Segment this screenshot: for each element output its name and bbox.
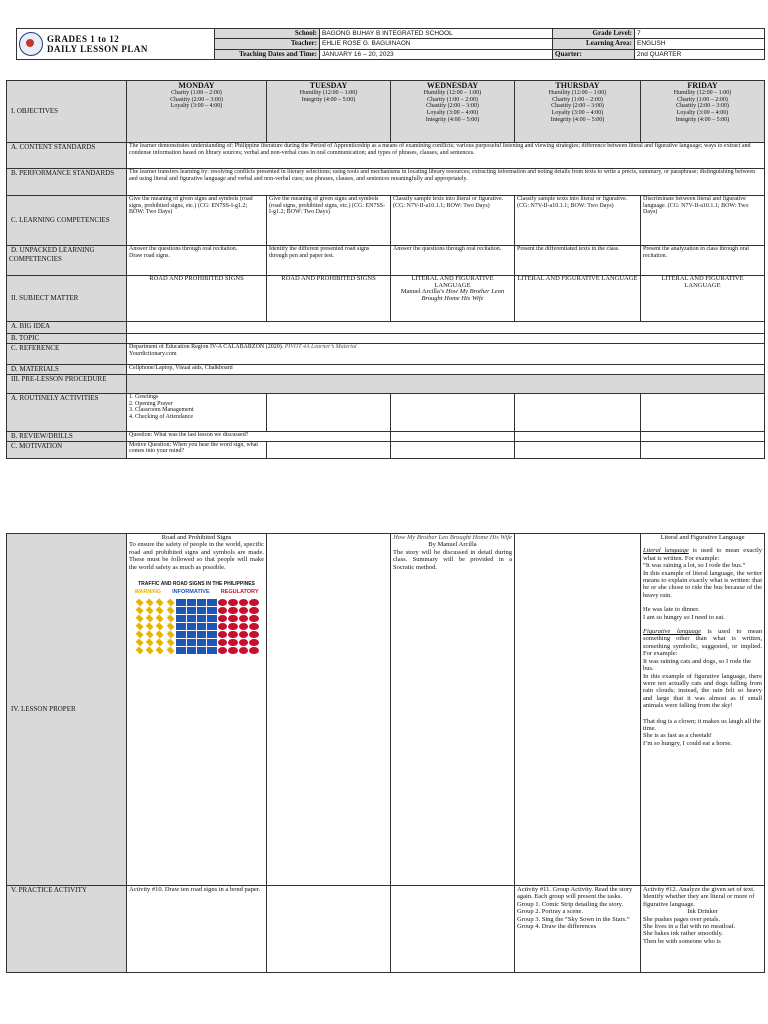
- road-sign-icon: [156, 622, 164, 630]
- road-sign-icon: [135, 614, 143, 622]
- motivation-tuesday: [267, 441, 391, 458]
- subject-matter-label: II. SUBJECT MATTER: [11, 294, 79, 303]
- literal-term: Literal language: [643, 547, 689, 555]
- road-sign-icon: [146, 646, 154, 654]
- routinely-label: A. ROUTINELY ACTIVITIES: [11, 394, 99, 402]
- topic-label: B. TOPIC: [11, 334, 40, 342]
- road-sign-icon: [135, 630, 143, 638]
- day-head-thursday: [515, 81, 641, 143]
- day-head-wednesday: [391, 81, 515, 143]
- road-sign-icon: [166, 598, 174, 606]
- subject-monday: ROAD AND PROHIBITED SIGNS: [127, 276, 267, 322]
- figurative-example: It was raining cats and dogs, so I rode the bus.: [643, 657, 751, 673]
- performance-standards-heading: [7, 169, 127, 196]
- friday-lesson-title: Literal and Figurative Language: [660, 534, 745, 541]
- logo-cell: [17, 29, 215, 60]
- road-sign-icon: [166, 622, 174, 630]
- reference-cell: [127, 344, 765, 365]
- review-heading: [7, 432, 127, 442]
- road-sign-icon: [197, 639, 206, 646]
- subject-thursday: LITERAL AND FIGURATIVE LANGUAGE: [515, 276, 641, 322]
- big-idea-label: A. BIG IDEA: [11, 322, 51, 330]
- road-sign-icon: [156, 606, 164, 614]
- road-sign-icon: [166, 638, 174, 646]
- road-sign-icon: [218, 647, 227, 654]
- pre-lesson-heading: [7, 375, 127, 394]
- practice-activity-label: V. PRACTICE ACTIVITY: [11, 886, 87, 894]
- topic-heading: [7, 334, 127, 344]
- review-text: Question: What was the last lesson we discussed?: [127, 432, 391, 442]
- content-standards-text: The learner demonstrates understanding of: Philippine literature during the Period of Apprenticeship as a means of examining conflicts; various purposeful listening and viewing strategies; difference between literal and figurative language; ways to extract and condense information based on library sources; verbal and non-verbal cues in oral communication; and types of phrases, clauses, and sentences.: [127, 143, 765, 169]
- unpacked-thursday: Present the differentiated texts in the class.: [515, 246, 641, 276]
- area-label: Learning Area:: [553, 39, 635, 49]
- road-sign-icon: [146, 622, 154, 630]
- figurative-example-2: That dog is a clown; it makes us laugh all the time. She is as fast as a cheetah! I’m so hungry, I could eat a horse.: [643, 717, 761, 747]
- day-sections: Charity (1:00 – 2:00) Chastity (2:00 – 3:00) Loyalty (3:00 – 4:00): [170, 90, 223, 110]
- road-sign-icon: [239, 639, 248, 646]
- road-sign-icon: [146, 630, 154, 638]
- road-sign-icon: [218, 639, 227, 646]
- road-sign-icon: [228, 599, 237, 606]
- pre-lesson-label: III. PRE-LESSON PROCEDURE: [11, 375, 107, 383]
- road-sign-icon: [228, 647, 237, 654]
- routinely-thursday: [515, 394, 641, 432]
- road-sign-icon: [197, 615, 206, 622]
- day-name: MONDAY: [178, 81, 215, 90]
- road-sign-icon: [187, 631, 196, 638]
- road-sign-icon: [249, 623, 258, 630]
- road-sign-icon: [135, 606, 143, 614]
- road-sign-icon: [249, 647, 258, 654]
- school-label: School:: [215, 29, 320, 39]
- objectives-heading: [7, 81, 127, 143]
- unpacked-heading: [7, 246, 127, 276]
- competency-wednesday: Classify sample texts into literal or figurative. (CG: N7V-II-a10.1.1; BOW: Two Days): [391, 196, 515, 246]
- road-sign-icon: [176, 599, 185, 606]
- routinely-heading: [7, 394, 127, 432]
- road-sign-icon: [207, 599, 216, 606]
- road-sign-icon: [239, 615, 248, 622]
- figurative-term: Figurative language: [643, 628, 702, 636]
- lesson-friday: [641, 534, 765, 886]
- program-line2: DAILY LESSON PLAN: [47, 43, 148, 54]
- road-sign-icon: [207, 623, 216, 630]
- wednesday-story-text: The story will be discussed in detail during class. Summary will be provided in a Socratic method.: [393, 548, 512, 571]
- road-sign-icon: [135, 598, 143, 606]
- pre-lesson-band: [127, 375, 765, 394]
- road-signs-chart-title: TRAFFIC AND ROAD SIGNS IN THE PHILIPPINES: [138, 581, 255, 588]
- big-idea-cell: [127, 322, 765, 334]
- quarter-value: 2nd QUARTER: [635, 49, 765, 59]
- performance-standards-label: B. PERFORMANCE STANDARDS: [11, 169, 115, 177]
- road-sign-icon: [146, 606, 154, 614]
- lesson-wednesday: [391, 534, 515, 886]
- day-name: WEDNESDAY: [426, 81, 479, 90]
- road-sign-icon: [239, 647, 248, 654]
- friday-practice-poem: She pushes pages over petals. She lives in a flat with no meatloaf. She bakes ink rather smoothly. Then be with someone who is: [643, 915, 736, 945]
- road-sign-icon: [135, 622, 143, 630]
- motivation-friday: [641, 441, 765, 458]
- road-sign-icon: [187, 623, 196, 630]
- program-line1: GRADES 1 to 12: [47, 33, 120, 44]
- practice-tuesday: [267, 886, 391, 973]
- objectives-label: I. OBJECTIVES: [11, 107, 59, 116]
- road-sign-icon: [187, 599, 196, 606]
- content-standards-label: A. CONTENT STANDARDS: [11, 143, 96, 151]
- road-sign-icon: [197, 631, 206, 638]
- deped-seal-icon: [19, 32, 43, 56]
- road-sign-icon: [228, 607, 237, 614]
- road-sign-icon: [228, 615, 237, 622]
- unpacked-wednesday: Answer the questions through oral recitation.: [391, 246, 515, 276]
- day-sections: Humility (12:00 – 1:00) Charity (1:00 – 2:00) Chastity (2:00 – 3:00) Loyalty (3:00 – 4:00) Integrity (4:00 – 5:00): [548, 90, 607, 123]
- review-label: B. REVIEW/DRILLS: [11, 432, 73, 440]
- road-sign-icon: [249, 615, 258, 622]
- lesson-monday: [127, 534, 267, 886]
- lesson-proper-label: IV. LESSON PROPER: [11, 705, 76, 714]
- literal-explanation: In this example of literal language, the writer means to explain exactly what is written: that he or she chose to ride the bus because of the heavy rain.: [643, 569, 762, 599]
- road-signs-chart: [135, 581, 259, 654]
- competency-tuesday: Give the meaning of given signs and symbols (road signs, prohibited signs, etc.) (CG: EN7SS-I-g1.2; BOW: Two Days): [267, 196, 391, 246]
- figurative-explanation: In this example of figurative language, there were not actually cats and dogs falling from rain clouds; instead, the rain felt so heavy and large that it was almost as if small animals were falling from the sky!: [643, 672, 762, 710]
- dates-label: Teaching Dates and Time:: [215, 49, 320, 59]
- day-sections: Humility (12:00 – 1:00) Charity (1:00 – 2:00) Chastity (2:00 – 3:00) Loyalty (3:00 – 4:00) Integrity (4:00 – 5:00): [673, 90, 732, 123]
- learning-competencies-label: C. LEARNING COMPETENCIES: [11, 216, 110, 225]
- friday-figurative-para: [643, 628, 762, 658]
- practice-monday: Activity #10. Draw ten road signs in a bond paper.: [127, 886, 267, 973]
- road-sign-icon: [156, 646, 164, 654]
- friday-literal-para: [643, 547, 762, 562]
- road-sign-icon: [166, 606, 174, 614]
- road-sign-icon: [249, 639, 258, 646]
- dates-value: JANUARY 16 – 20, 2023: [320, 49, 553, 59]
- motivation-thursday: [515, 441, 641, 458]
- road-signs-grid: [135, 599, 259, 654]
- road-sign-icon: [228, 631, 237, 638]
- road-sign-icon: [166, 630, 174, 638]
- big-idea-heading: [7, 322, 127, 334]
- reference-heading: [7, 344, 127, 365]
- subject-wednesday-story: How My Brother Leon Brought Home His Wife: [421, 288, 505, 303]
- lesson-tuesday: [267, 534, 391, 886]
- materials-heading: [7, 365, 127, 375]
- wednesday-story-title: How My Brother Leo Brought Home His Wife: [393, 534, 512, 541]
- figurative-definition: is used to mean something other than what is written, something symbolic, suggested, or implied. For example:: [643, 628, 762, 658]
- road-sign-icon: [166, 614, 174, 622]
- motivation-label: C. MOTIVATION: [11, 441, 63, 450]
- unpacked-friday: Present the analyzation in class through oral recitation.: [641, 246, 765, 276]
- learning-competencies-heading: [7, 196, 127, 246]
- road-sign-icon: [187, 639, 196, 646]
- road-sign-icon: [197, 647, 206, 654]
- road-sign-icon: [207, 615, 216, 622]
- materials-text: Cellphone/Laptop, Visual aids, Chalkboard: [127, 365, 765, 375]
- road-sign-icon: [207, 631, 216, 638]
- road-sign-icon: [156, 598, 164, 606]
- friday-practice-title: Ink Drinker: [687, 908, 718, 916]
- review-friday: [641, 432, 765, 442]
- road-sign-icon: [197, 607, 206, 614]
- subject-friday: LITERAL AND FIGURATIVE LANGUAGE: [641, 276, 765, 322]
- monday-lesson-title: Road and Prohibited Signs: [161, 534, 232, 541]
- road-sign-icon: [146, 638, 154, 646]
- reference-italic: PIVOT 4A Learner’s Material: [284, 344, 357, 350]
- signs-regulatory-label: REGULATORY: [220, 589, 259, 596]
- road-sign-icon: [218, 623, 227, 630]
- signs-informative-label: INFORMATIVE: [172, 589, 210, 596]
- header-table: [16, 28, 765, 60]
- lesson-proper-table: [6, 533, 765, 973]
- road-sign-icon: [146, 614, 154, 622]
- routinely-tuesday: [267, 394, 391, 432]
- road-sign-icon: [239, 623, 248, 630]
- unpacked-label: D. UNPACKED LEARNING COMPETENCIES: [9, 246, 95, 263]
- road-sign-icon: [166, 646, 174, 654]
- monday-lesson-text: To ensure the safety of people in the world, specific road and prohibited signs and symbols are made. These must be followed so that people will make the world safety as much as possible.: [129, 541, 264, 571]
- road-sign-icon: [156, 614, 164, 622]
- road-sign-icon: [239, 607, 248, 614]
- road-sign-icon: [218, 599, 227, 606]
- subject-wednesday: [391, 276, 515, 322]
- subject-tuesday: ROAD AND PROHIBITED SIGNS: [267, 276, 391, 322]
- topic-cell: [127, 334, 765, 344]
- quarter-label: Quarter:: [553, 49, 635, 59]
- lesson-proper-heading: [7, 534, 127, 886]
- road-sign-icon: [176, 639, 185, 646]
- unpacked-monday: Answer the questions through oral recitation. Draw road signs.: [127, 246, 267, 276]
- school-value: BAGONG BUHAY B INTEGRATED SCHOOL: [320, 29, 553, 39]
- road-sign-icon: [239, 631, 248, 638]
- friday-practice-text: Activity #12. Analyze the given set of text. Identify whether they are literal or more of figurative language.: [643, 886, 755, 908]
- day-head-monday: [127, 81, 267, 143]
- road-sign-icon: [176, 647, 185, 654]
- motivation-heading: [7, 441, 127, 458]
- road-sign-icon: [176, 623, 185, 630]
- road-sign-icon: [176, 615, 185, 622]
- routinely-monday: 1. Greetings 2. Opening Prayer 3. Classroom Management 4. Checking of Attendance: [127, 394, 267, 432]
- literal-definition: is used to mean exactly what is written. For example:: [643, 547, 762, 562]
- road-sign-icon: [218, 615, 227, 622]
- road-sign-icon: [249, 607, 258, 614]
- road-sign-icon: [187, 615, 196, 622]
- road-sign-icon: [187, 607, 196, 614]
- subject-wednesday-author: Manuel Arcilla’s: [400, 288, 445, 296]
- reference-main: Department of Education Region IV-A CALABARZON (2020).: [129, 344, 284, 350]
- reference-label: C. REFERENCE: [11, 344, 60, 352]
- day-name: TUESDAY: [309, 81, 348, 90]
- road-sign-icon: [228, 623, 237, 630]
- teacher-label: Teacher:: [215, 39, 320, 49]
- road-sign-icon: [176, 631, 185, 638]
- grade-value: 7: [635, 29, 765, 39]
- day-head-friday: [641, 81, 765, 143]
- road-sign-icon: [135, 646, 143, 654]
- road-sign-icon: [156, 630, 164, 638]
- literal-example-2: He was late to dinner. I am so hungry so I need to eat.: [643, 606, 725, 621]
- road-sign-icon: [207, 607, 216, 614]
- road-sign-icon: [207, 639, 216, 646]
- competency-thursday: Classify sample texts into literal or figurative. (CG: N7V-II-a10.1.1; BOW: Two Days): [515, 196, 641, 246]
- subject-matter-heading: [7, 276, 127, 322]
- road-sign-icon: [249, 631, 258, 638]
- day-sections: Humility (12:00 – 1:00) Charity (1:00 – 2:00) Chastity (2:00 – 3:00) Loyalty (3:00 – 4:00) Integrity (4:00 – 5:00): [423, 90, 482, 123]
- day-name: THURSDAY: [555, 81, 600, 90]
- subject-wednesday-title: LITERAL AND FIGURATIVE LANGUAGE: [411, 275, 494, 289]
- routinely-friday: [641, 394, 765, 432]
- signs-warning-label: WARNING: [134, 589, 162, 596]
- road-sign-icon: [228, 639, 237, 646]
- practice-friday: [641, 886, 765, 973]
- motivation-text: Motive Question: When you hear the word sign, what comes into your mind?: [127, 441, 267, 458]
- day-sections: Humility (12:00 – 1:00) Integrity (4:00 – 5:00): [299, 90, 358, 103]
- area-value: ENGLISH: [635, 39, 765, 49]
- road-sign-icon: [156, 638, 164, 646]
- road-sign-icon: [218, 631, 227, 638]
- road-sign-icon: [187, 647, 196, 654]
- motivation-wednesday: [391, 441, 515, 458]
- road-sign-icon: [176, 607, 185, 614]
- grade-label: Grade Level:: [553, 29, 635, 39]
- road-sign-icon: [135, 638, 143, 646]
- road-sign-icon: [146, 598, 154, 606]
- practice-thursday: Activity #11. Group Activity. Read the story again. Each group will present the tasks. Group 1. Comic Strip detailing the story. Group 2. Portray a scene. Group 3. Sing the “Sky Sown in the Stars.” Group 4. Draw the differences: [515, 886, 641, 973]
- day-name: FRIDAY: [687, 81, 718, 90]
- road-sign-icon: [249, 599, 258, 606]
- wednesday-story-author: By Manuel Arcilla: [428, 541, 477, 549]
- routinely-wednesday: [391, 394, 515, 432]
- reference-site: Yourdictionary.com: [129, 350, 177, 357]
- day-head-tuesday: [267, 81, 391, 143]
- lesson-plan-table: [6, 80, 765, 459]
- performance-standards-text: The learner transfers learning by: resolving conflicts presented in literary selections; using tools and mechanisms in locating library resources; extracting information and noting details from texts to write a précis, summary, or paraphrase; distinguishing between and using literal and figurative language and verbal and non-verbal cues; use phrases, clauses, and sentences meaningfully and appropriately.: [127, 169, 765, 196]
- road-sign-icon: [197, 599, 206, 606]
- road-sign-icon: [197, 623, 206, 630]
- materials-label: D. MATERIALS: [11, 365, 59, 373]
- competency-friday: Discriminate between literal and figurative language. (CG: N7V-II-a10.1.1; BOW: Two Days): [641, 196, 765, 246]
- road-sign-icon: [207, 647, 216, 654]
- road-sign-icon: [239, 599, 248, 606]
- review-wednesday: [391, 432, 515, 442]
- unpacked-tuesday: Identify the different presented road signs through pen and paper test.: [267, 246, 391, 276]
- teacher-value: EHLIE ROSE G. BAGUINAON: [320, 39, 553, 49]
- lesson-thursday: [515, 534, 641, 886]
- content-standards-heading: [7, 143, 127, 169]
- review-thursday: [515, 432, 641, 442]
- literal-example: “It was raining a lot, so I rode the bus.”: [643, 562, 746, 570]
- practice-wednesday: [391, 886, 515, 973]
- competency-monday: Give the meaning of given signs and symbols (road signs, prohibited signs, etc.) (CG: EN7SS-I-g1.2; BOW: Two Days): [127, 196, 267, 246]
- practice-activity-heading: [7, 886, 127, 973]
- road-sign-icon: [218, 607, 227, 614]
